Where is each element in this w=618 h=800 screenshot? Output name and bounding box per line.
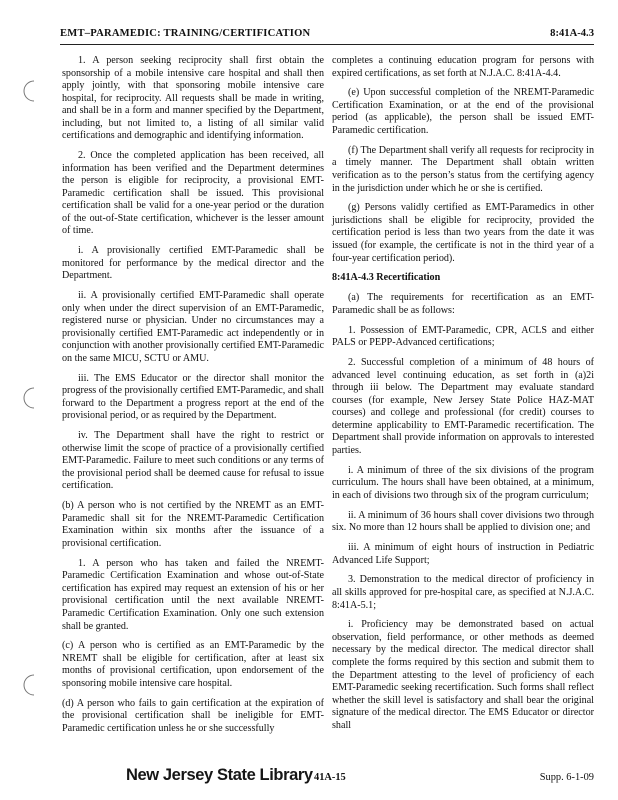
paragraph: iv. The Department shall have the right to restrict or otherwise limit the scope of practice of a provisionally certified EMT-Paramedic. Failure to meet such conditions or any terms of the provisional period shall be deemed cause for refusal to issue certification.	[62, 430, 325, 492]
paragraph: completes a continuing education program for persons with expired certifications, as set forth at N.J.A.C. 8:41A-4.4.	[332, 55, 594, 79]
paragraph: (b) A person who is not certified by the NREMT as an EMT-Paramedic shall sit for the NREMT-Paramedic Certification Examination within six months after the issuance of a provisional certification.	[62, 500, 324, 549]
supplement-date: Supp. 6-1-09	[539, 772, 594, 783]
right-column	[332, 55, 594, 740]
left-column	[62, 55, 324, 743]
library-stamp: New Jersey State Library	[126, 766, 313, 784]
paragraph: ii. A minimum of 36 hours shall cover divisions two through six. No more than 12 hours shall be applied to division one; and	[332, 509, 594, 534]
section-heading: 8:41A-4.3 Recertification	[332, 272, 441, 284]
paragraph: (e) Upon successful completion of the NREMT-Paramedic Certification Examination, or at the end of the provisional period (as applicable), the person shall be issued EMT-Paramedic certification.	[332, 87, 594, 137]
paragraph: (f) The Department shall verify all requests for reciprocity in a timely manner. The Department shall obtain written verification as to the person’s status from the certifying agency in the jurisdiction under which he or she is certified.	[332, 144, 594, 194]
paragraph: 2. Successful completion of a minimum of 48 hours of advanced level continuing education, as set forth in (a)2i through iii below. The Department may evaluate standard courses (for example, New Jersey State Police HAZ-MAT courses) and college and professional (for credit) courses to determine applicability to EMT-Paramedic recertification. The Department shall provide information on approvals to interested parties.	[332, 357, 594, 456]
header-section-number: 8:41A-4.3	[550, 28, 594, 39]
paragraph: (d) A person who fails to gain certification at the expiration of the provisional certification shall be ineligible for EMT-Paramedic certification unless he or she successfully	[62, 697, 324, 734]
paragraph: iii. A minimum of eight hours of instruction in Pediatric Advanced Life Support;	[332, 542, 594, 566]
paragraph: 1. Possession of EMT-Paramedic, CPR, ACLS and either PALS or PEPP-Advanced certifications;	[332, 324, 594, 349]
running-header	[60, 26, 594, 45]
page-number: 41A-15	[314, 772, 346, 783]
paragraph: (g) Persons validly certified as EMT-Paramedics in other jurisdictions shall be eligible for reciprocity, provided the certification period is less than two years from the date it was issued (for example, the certificate is not in the third year of a four-year certification period).	[332, 202, 594, 264]
punch-hole-icon	[18, 78, 44, 104]
header-title: EMT–PARAMEDIC: TRAINING/CERTIFICATION	[60, 28, 311, 39]
paragraph: (c) A person who is certified as an EMT-Paramedic by the NREMT shall be eligible for certification, after at least six months of provisional certification, upon endorsement of the sponsoring mobile intensive care hospital.	[62, 640, 324, 689]
paragraph: ii. A provisionally certified EMT-Paramedic shall operate only when under the direct supervision of an EMT-Paramedic, registered nurse or physician. Under no circumstances may a provisionally certified EMT-Paramedic act independently or in conjunction with another provisionally certified EMT-Paramedic on the same MICU, SCTU or AMU.	[62, 290, 324, 364]
paragraph: i. A minimum of three of the six divisions of the program curriculum. The hours shall have been obtained, at a minimum, in each of divisions two through six of the program curriculum;	[332, 464, 594, 501]
paragraph: i. Proficiency may be demonstrated based on actual observation, field performance, or other methods as deemed necessary by the medical director. The medical director shall complete the forms required by this section and submit them to the Department attesting to the level of proficiency of each EMT-Paramedic seeking recertification. Such forms shall reflect whether the skill level is satisfactory and shall bear the original signature of the medical director. The EMS Educator or director shall	[332, 619, 594, 731]
punch-hole-icon	[18, 385, 44, 411]
paragraph: iii. The EMS Educator or the director shall monitor the progress of the provisionally certified EMT-Paramedic, and shall forward to the Department a progress report at the end of the provisional period, or as required by the Department.	[62, 372, 324, 422]
page-footer	[60, 766, 594, 790]
paragraph: 1. A person seeking reciprocity shall first obtain the sponsorship of a mobile intensive care hospital and shall then apply jointly, with that sponsoring mobile intensive care hospital, for reciprocity. All requests shall be made in writing, and shall be in a form and manner specified by the Department, including, but not limited to, a listing of all similar valid certifications and demographic and identifying information.	[62, 55, 324, 142]
paragraph: 2. Once the completed application has been received, all information has been verified and the Department determines the person is eligible for reciprocity, a provisional EMT-Paramedic certification shall be issued. This provisional certification shall be valid for a one-year period or the duration of the out-of-State certification, whichever is the lesser amount of time.	[62, 150, 324, 237]
paragraph: i. A provisionally certified EMT-Paramedic shall be monitored for performance by the medical director and the Department.	[62, 245, 324, 282]
paragraph: 3. Demonstration to the medical director of proficiency in all skills approved for pre-hospital care, as specified at N.J.A.C. 8:41A-5.1;	[332, 574, 594, 611]
paragraph: 1. A person who has taken and failed the NREMT-Paramedic Certification Examination and whose out-of-State certification has expired may request an extension of his or her provisional certification until the next available NREMT-Paramedic Certification Examination. Only one such extension shall be granted.	[62, 557, 324, 632]
paragraph: (a) The requirements for recertification as an EMT-Paramedic shall be as follows:	[332, 292, 594, 316]
punch-hole-icon	[18, 672, 44, 698]
